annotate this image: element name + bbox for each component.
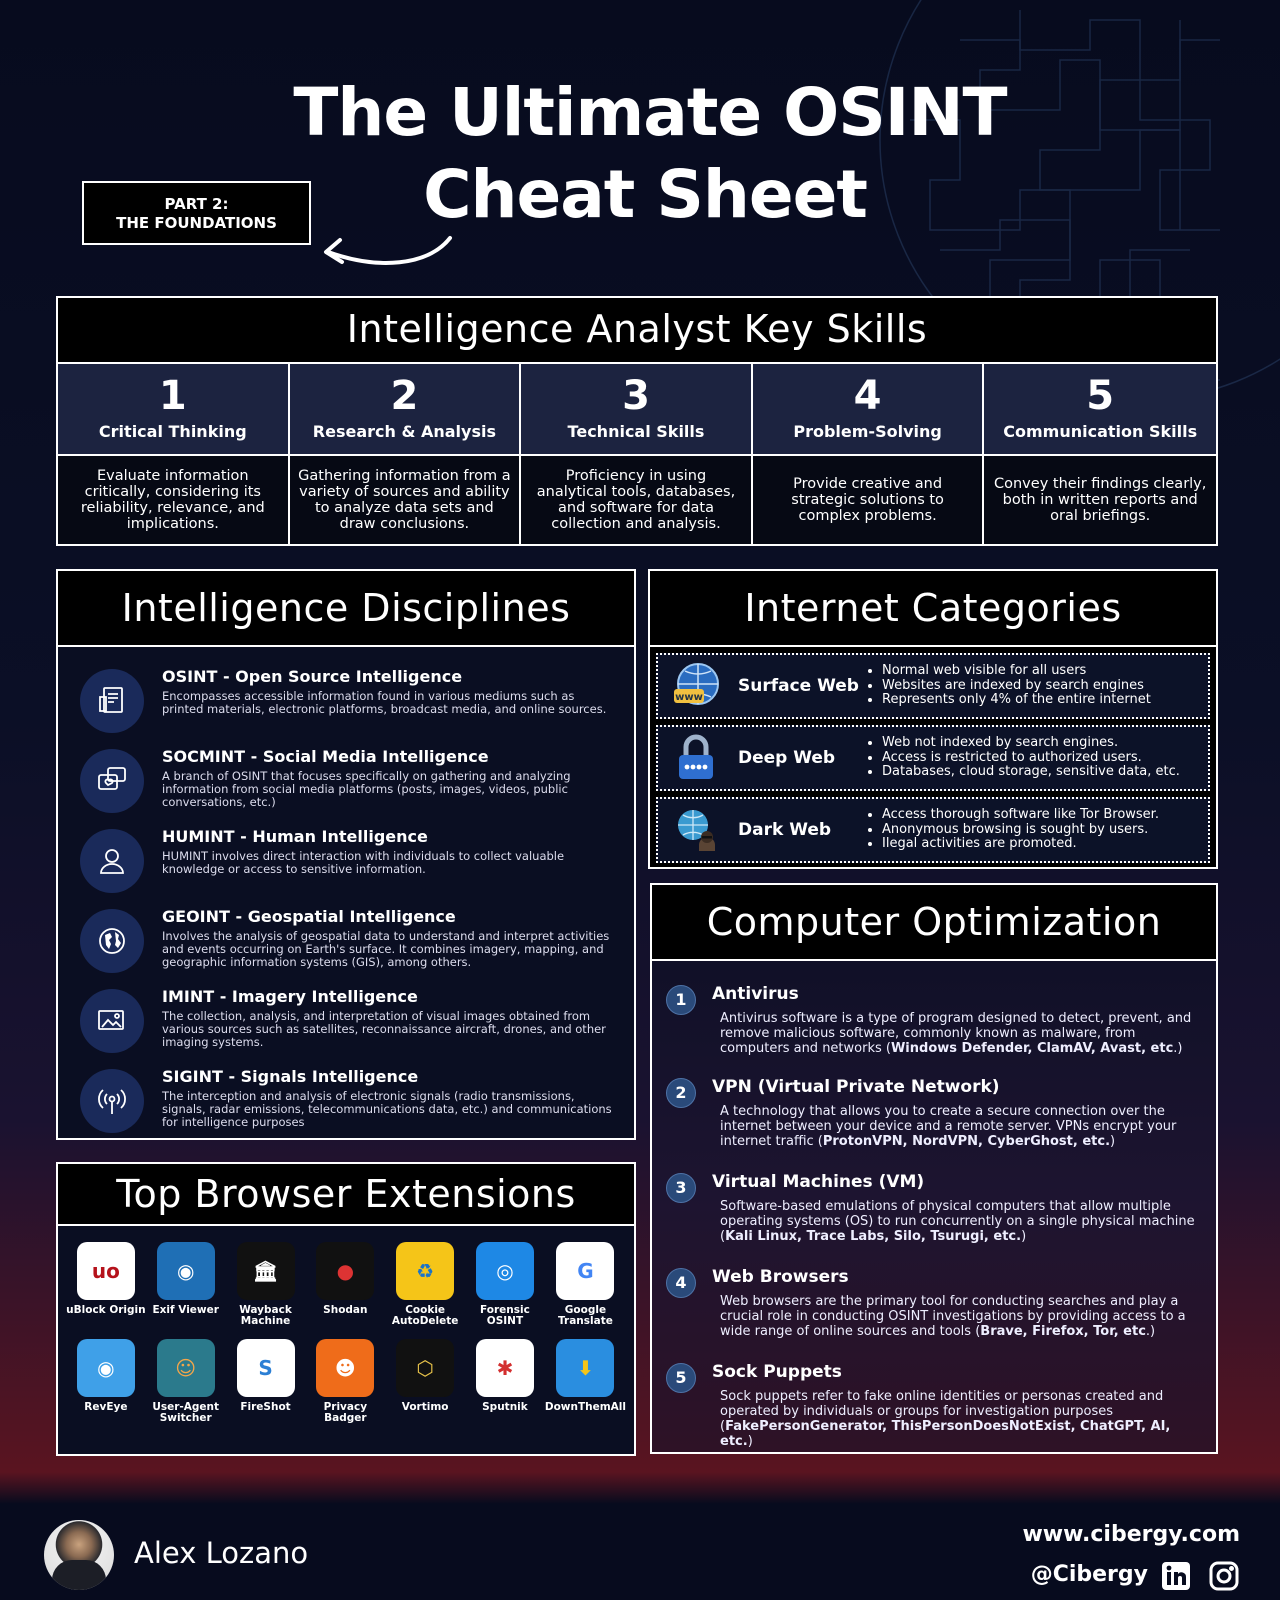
optimization-name: Antivirus bbox=[712, 984, 799, 1004]
skill-description: Provide creative and strategic solutions to complex problems. bbox=[753, 456, 983, 544]
social-handle[interactable]: @Cibergy bbox=[1030, 1562, 1148, 1587]
extension-item[interactable] bbox=[465, 1242, 545, 1327]
internet-category-bullet: • Normal web visible for all users bbox=[882, 664, 1151, 679]
discipline-description: HUMINT involves direct interaction with individuals to collect valuable knowledge or access to sensitive information. bbox=[162, 849, 565, 876]
computer-optimization-title: Computer Optimization bbox=[652, 885, 1216, 961]
part-badge bbox=[82, 181, 311, 245]
internet-category-bullet: • Databases, cloud storage, sensitive data, etc. bbox=[882, 765, 1180, 780]
extension-item[interactable] bbox=[226, 1339, 306, 1424]
optimization-description bbox=[712, 1104, 1202, 1149]
extension-label: Privacy Badger bbox=[323, 1401, 368, 1424]
optimization-item bbox=[652, 1076, 1216, 1149]
extension-label: FireShot bbox=[240, 1401, 291, 1413]
step-number-badge: 4 bbox=[666, 1268, 696, 1298]
optimization-description bbox=[712, 1389, 1202, 1449]
internet-category-name: Deep Web bbox=[738, 748, 836, 768]
extension-item[interactable] bbox=[146, 1242, 226, 1327]
title-line-1: The Ultimate OSINT bbox=[293, 74, 1007, 151]
optimization-description bbox=[712, 1011, 1202, 1056]
extension-item[interactable] bbox=[465, 1339, 545, 1424]
discipline-description: The collection, analysis, and interpretation of visual images obtained from various sources such as satellites, reconnaissance aircraft, drones, and other imaging systems. bbox=[162, 1009, 606, 1049]
extension-label: Cookie AutoDelete bbox=[391, 1304, 459, 1327]
discipline-name: HUMINT - Human Intelligence bbox=[162, 827, 428, 846]
internet-category-bullet: • Ilegal activities are promoted. bbox=[882, 837, 1159, 852]
extension-label: RevEye bbox=[84, 1401, 128, 1413]
website-link[interactable]: www.cibergy.com bbox=[1022, 1522, 1240, 1547]
description-tail: ) bbox=[1021, 1229, 1027, 1244]
discipline-item bbox=[58, 667, 634, 747]
optimization-item bbox=[652, 1361, 1216, 1449]
avatar bbox=[44, 1520, 114, 1590]
step-number-badge: 5 bbox=[666, 1363, 696, 1393]
discipline-name: OSINT - Open Source Intelligence bbox=[162, 667, 463, 686]
internet-category-bullet: • Websites are indexed by search engines bbox=[882, 679, 1151, 694]
user-agent-switcher-icon: ☺ bbox=[157, 1339, 215, 1397]
sputnik-icon: ✱ bbox=[476, 1339, 534, 1397]
extension-label: uBlock Origin bbox=[66, 1304, 146, 1316]
footer bbox=[0, 1504, 1280, 1600]
www-globe-icon bbox=[668, 658, 724, 714]
skill-card bbox=[290, 364, 522, 544]
discipline-description: Encompasses accessible information found in various mediums such as printed materials, electronic platforms, broadcast media, and online sources. bbox=[162, 689, 607, 716]
browser-extensions-title: Top Browser Extensions bbox=[58, 1164, 634, 1226]
skill-name: Technical Skills bbox=[567, 422, 705, 441]
description-examples: Brave, Firefox, Tor, etc bbox=[980, 1324, 1146, 1339]
internet-category-bullet: • Represents only 4% of the entire internet bbox=[882, 693, 1151, 708]
skill-number: 3 bbox=[622, 373, 650, 419]
ublock-origin-icon: uo bbox=[77, 1242, 135, 1300]
optimization-item bbox=[652, 1171, 1216, 1244]
step-number-badge: 2 bbox=[666, 1078, 696, 1108]
downthemall-icon: ⬇ bbox=[556, 1339, 614, 1397]
extension-label: Wayback Machine bbox=[239, 1304, 292, 1327]
extension-item[interactable] bbox=[385, 1339, 465, 1424]
extension-label: Exif Viewer bbox=[152, 1304, 219, 1316]
internet-category-name: Surface Web bbox=[738, 676, 859, 696]
internet-category-row bbox=[656, 653, 1210, 719]
skill-number: 2 bbox=[390, 373, 419, 419]
skill-number: 1 bbox=[158, 373, 187, 419]
cookie-autodelete-icon: ♻ bbox=[396, 1242, 454, 1300]
computer-optimization-panel bbox=[650, 883, 1218, 1454]
extension-label: DownThemAll bbox=[544, 1401, 626, 1413]
description-tail: ) bbox=[1110, 1134, 1116, 1149]
description-examples: Windows Defender, ClamAV, Avast, etc bbox=[890, 1041, 1174, 1056]
reveye-icon: ◉ bbox=[77, 1339, 135, 1397]
exif-viewer-icon: ◉ bbox=[157, 1242, 215, 1300]
key-skills-title: Intelligence Analyst Key Skills bbox=[58, 298, 1216, 364]
discipline-item bbox=[58, 827, 634, 907]
discipline-item bbox=[58, 747, 634, 827]
skill-number: 4 bbox=[853, 373, 882, 419]
browser-extensions-panel bbox=[56, 1162, 636, 1456]
discipline-name: SIGINT - Signals Intelligence bbox=[162, 1067, 419, 1086]
internet-categories-title: Internet Categories bbox=[650, 571, 1216, 647]
discipline-name: GEOINT - Geospatial Intelligence bbox=[162, 907, 456, 926]
step-number-badge: 3 bbox=[666, 1173, 696, 1203]
skill-name: Critical Thinking bbox=[98, 422, 247, 441]
skill-card bbox=[984, 364, 1216, 544]
extension-label: Shodan bbox=[323, 1304, 368, 1316]
description-text: Web browsers are the primary tool for conducting searches and play a crucial role in conducting OSINT investigations by providing access to a wide range of online sources and tools ( bbox=[720, 1294, 1186, 1339]
extension-label: Google Translate bbox=[558, 1304, 613, 1327]
shodan-icon: ● bbox=[316, 1242, 374, 1300]
person-icon bbox=[80, 829, 144, 893]
optimization-name: Virtual Machines (VM) bbox=[712, 1172, 925, 1192]
internet-category-name: Dark Web bbox=[738, 820, 832, 840]
extension-item[interactable] bbox=[545, 1242, 626, 1327]
vortimo-icon: ⬡ bbox=[396, 1339, 454, 1397]
internet-category-bullet: • Anonymous browsing is sought by users. bbox=[882, 823, 1159, 838]
optimization-item bbox=[652, 983, 1216, 1056]
skill-description: Gathering information from a variety of sources and ability to analyze data sets and draw conclusions. bbox=[290, 456, 520, 544]
skill-name: Problem-Solving bbox=[793, 422, 942, 441]
optimization-name: Web Browsers bbox=[712, 1267, 849, 1287]
signal-antenna-icon bbox=[80, 1069, 144, 1133]
extension-item[interactable] bbox=[385, 1242, 465, 1327]
extension-label: User-Agent Switcher bbox=[152, 1401, 220, 1424]
skill-number: 5 bbox=[1086, 373, 1115, 419]
disciplines-panel bbox=[56, 569, 636, 1140]
privacy-badger-icon: ☻ bbox=[316, 1339, 374, 1397]
internet-category-row bbox=[656, 725, 1210, 791]
discipline-item bbox=[58, 987, 634, 1067]
author-name: Alex Lozano bbox=[134, 1536, 309, 1570]
curved-arrow-icon bbox=[318, 232, 458, 276]
optimization-item bbox=[652, 1266, 1216, 1339]
extension-label: Vortimo bbox=[401, 1401, 449, 1413]
key-skills-panel bbox=[56, 296, 1218, 546]
discipline-description: The interception and analysis of electronic signals (radio transmissions, signals, radar emissions, telecommunications data, etc.) and communications for intelligence purposes bbox=[162, 1089, 612, 1129]
description-examples: FakePersonGenerator, ThisPersonDoesNotExist, ChatGPT, AI, etc. bbox=[720, 1419, 1171, 1449]
description-examples: Kali Linux, Trace Labs, Silo, Tsurugi, etc. bbox=[725, 1229, 1022, 1244]
internet-category-bullet: • Access thorough software like Tor Browser. bbox=[882, 808, 1159, 823]
discipline-description: Involves the analysis of geospatial data to understand and interpret activities and events occurring on Earth's surface. It combines imagery, mapping, and geographic information systems (GIS), among others. bbox=[162, 929, 610, 969]
google-translate-icon: G bbox=[556, 1242, 614, 1300]
internet-category-row bbox=[656, 797, 1210, 863]
skill-card bbox=[58, 364, 290, 544]
discipline-name: IMINT - Imagery Intelligence bbox=[162, 987, 418, 1006]
extension-item[interactable] bbox=[146, 1339, 226, 1424]
skill-description: Convey their findings clearly, both in written reports and oral briefings. bbox=[984, 456, 1216, 544]
description-text: Software-based emulations of physical computers that allow multiple operating systems (OS) to run concurrently on a single physical machine ( bbox=[720, 1199, 1195, 1244]
discipline-description: A branch of OSINT that focuses specifically on gathering and analyzing information from social media platforms (posts, images, videos, public conversations, etc.) bbox=[162, 769, 571, 809]
instagram-icon[interactable] bbox=[1208, 1560, 1240, 1592]
description-tail: .) bbox=[1145, 1324, 1156, 1339]
description-text: A technology that allows you to create a secure connection over the internet between your device and a remote server. VPNs encrypt your internet traffic ( bbox=[720, 1104, 1177, 1149]
document-icon bbox=[80, 669, 144, 733]
hacker-globe-icon bbox=[668, 802, 724, 858]
internet-category-bullet: • Access is restricted to authorized users. bbox=[882, 751, 1180, 766]
discipline-name: SOCMINT - Social Media Intelligence bbox=[162, 747, 489, 766]
step-number-badge: 1 bbox=[666, 985, 696, 1015]
extension-label: Forensic OSINT bbox=[480, 1304, 530, 1327]
fireshot-icon: S bbox=[237, 1339, 295, 1397]
description-tail: ) bbox=[747, 1434, 753, 1449]
description-tail: .) bbox=[1173, 1041, 1183, 1056]
extension-item[interactable] bbox=[66, 1339, 146, 1424]
extension-item[interactable] bbox=[545, 1339, 626, 1424]
part-badge-line-2: THE FOUNDATIONS bbox=[116, 214, 277, 232]
extension-item[interactable] bbox=[226, 1242, 306, 1327]
optimization-name: Sock Puppets bbox=[712, 1362, 842, 1382]
description-text: Sock puppets refer to fake online identities or personas created and operated by individuals or groups for investigation purposes ( bbox=[720, 1389, 1164, 1434]
wayback-machine-icon: 🏛 bbox=[237, 1242, 295, 1300]
image-icon bbox=[80, 989, 144, 1053]
extension-label: Sputnik bbox=[482, 1401, 528, 1413]
social-chat-icon bbox=[80, 749, 144, 813]
description-examples: ProtonVPN, NordVPN, CyberGhost, etc. bbox=[822, 1134, 1111, 1149]
globe-icon bbox=[80, 909, 144, 973]
optimization-description bbox=[712, 1294, 1202, 1339]
optimization-description bbox=[712, 1199, 1202, 1244]
internet-category-bullet: • Web not indexed by search engines. bbox=[882, 736, 1180, 751]
extension-item[interactable] bbox=[305, 1339, 385, 1424]
part-badge-line-1: PART 2: bbox=[164, 195, 229, 213]
internet-categories-panel bbox=[648, 569, 1218, 869]
discipline-item bbox=[58, 907, 634, 987]
optimization-name: VPN (Virtual Private Network) bbox=[712, 1077, 1000, 1097]
skill-card bbox=[753, 364, 985, 544]
extension-item[interactable] bbox=[305, 1242, 385, 1327]
title-line-2: Cheat Sheet bbox=[423, 156, 867, 233]
linkedin-icon[interactable] bbox=[1160, 1560, 1192, 1592]
forensic-osint-icon: ◎ bbox=[476, 1242, 534, 1300]
padlock-icon bbox=[668, 730, 724, 786]
discipline-item bbox=[58, 1067, 634, 1147]
skill-name: Communication Skills bbox=[1003, 422, 1198, 441]
skill-name: Research & Analysis bbox=[312, 422, 496, 441]
extension-item[interactable] bbox=[66, 1242, 146, 1327]
svg-text:www: www bbox=[675, 692, 703, 703]
skill-description: Proficiency in using analytical tools, databases, and software for data collection and analysis. bbox=[521, 456, 751, 544]
disciplines-title: Intelligence Disciplines bbox=[58, 571, 634, 647]
skill-card bbox=[521, 364, 753, 544]
skill-description: Evaluate information critically, considering its reliability, relevance, and implications. bbox=[58, 456, 288, 544]
description-text: Antivirus software is a type of program designed to detect, prevent, and remove malicious software, commonly known as malware, from computers and networks ( bbox=[720, 1011, 1192, 1056]
